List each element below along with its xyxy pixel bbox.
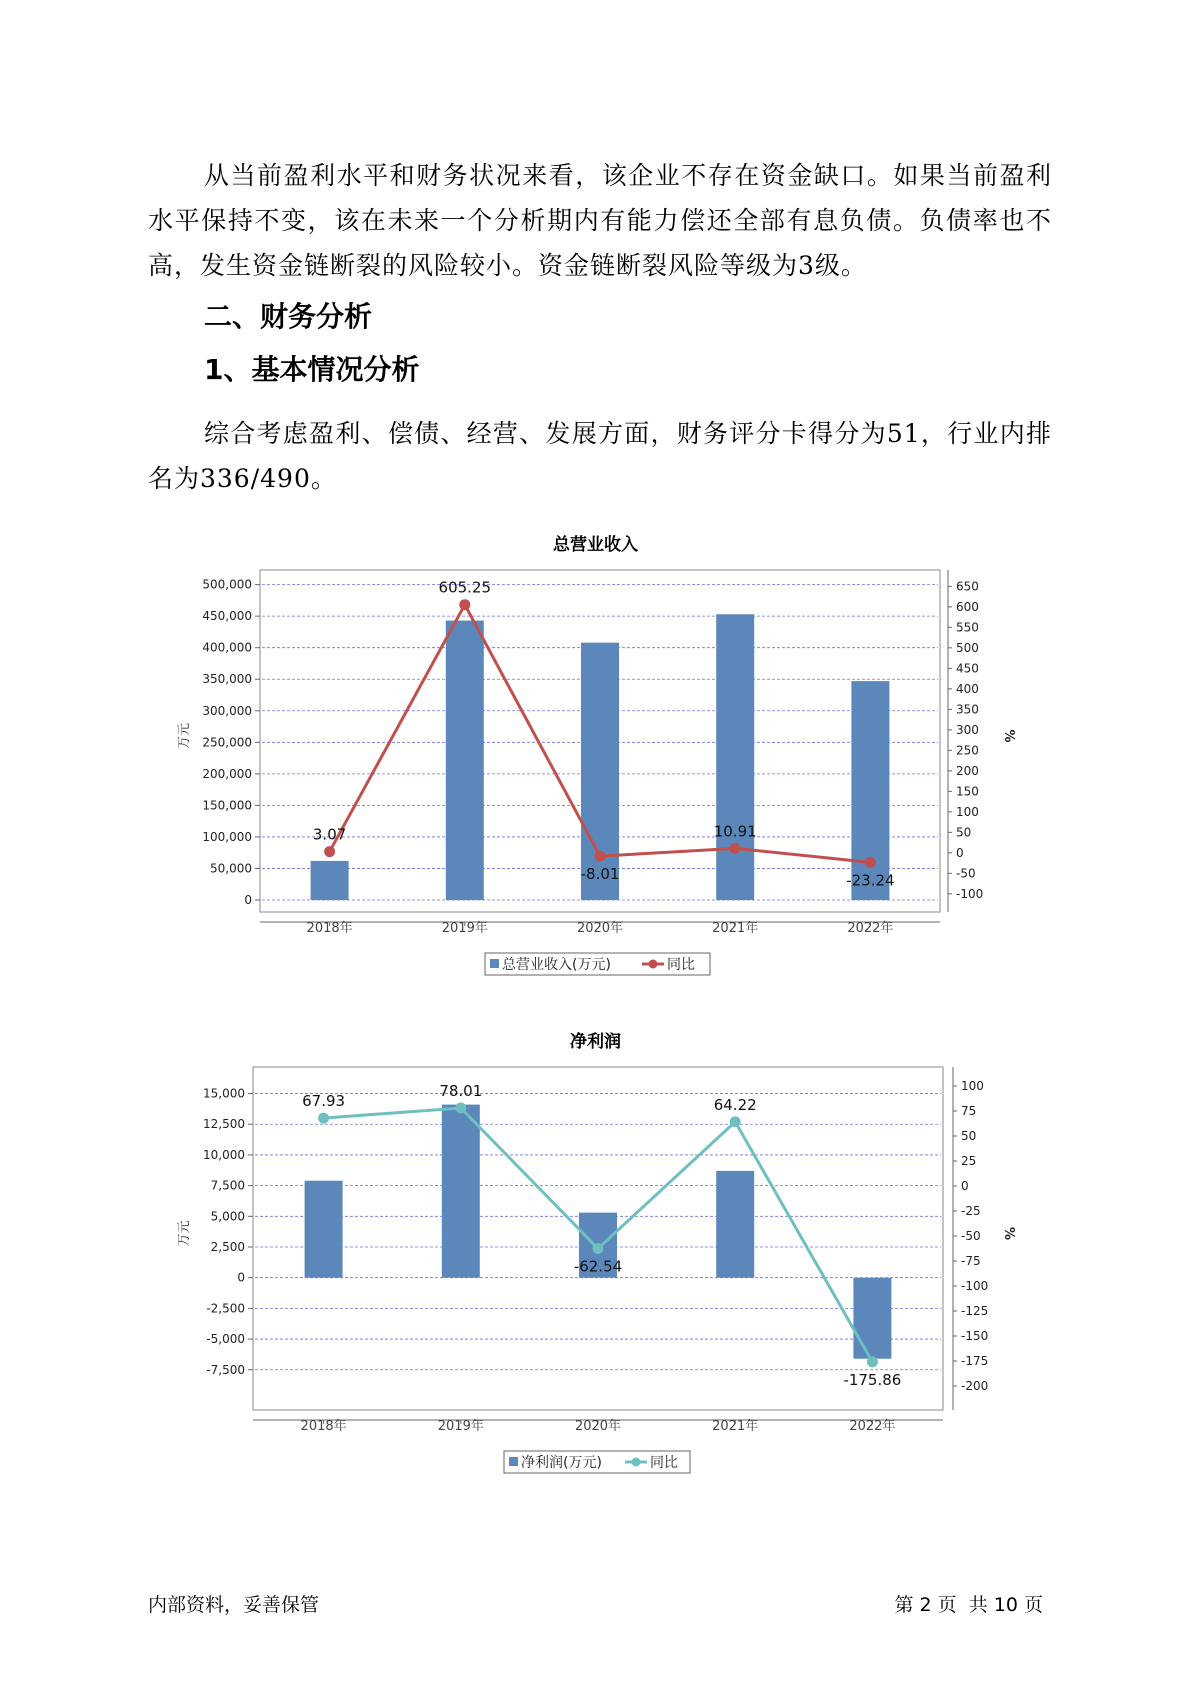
y2-tick-label: 250: [956, 743, 979, 758]
yoy-data-label: 64.22: [713, 1095, 757, 1114]
yoy-data-label: -23.24: [846, 871, 895, 890]
y2-tick-label: 350: [956, 702, 979, 717]
yoy-point-2020年: [593, 1243, 604, 1254]
paragraph-funding-gap: [148, 153, 1052, 288]
section-heading: 二、财务分析: [204, 300, 373, 333]
y-tick-label: -7,500: [206, 1362, 245, 1377]
bar-2018年: [305, 1181, 343, 1278]
legend-bar-label: 净利润(万元): [521, 1455, 602, 1471]
x-tick-label: 2019年: [441, 921, 488, 936]
yoy-point-2021年: [730, 1116, 741, 1127]
yoy-point-2018年: [324, 846, 335, 857]
y2-tick-label: 0: [956, 845, 964, 860]
x-tick-label: 2018年: [300, 1419, 347, 1434]
yoy-point-2018年: [318, 1113, 329, 1124]
y2-tick-label: 25: [961, 1154, 977, 1168]
y2-tick-label: 50: [956, 825, 972, 840]
paragraph-text: 从当前盈利水平和财务状况来看，该企业不存在资金缺口。如果当前盈利水平保持不变，该在未来一个分析期内有能力偿还全部有息负债。负债率也不高，发生资金链断裂的风险较小。资金链断裂风险等级为3级。: [148, 161, 1052, 280]
bar-2018年: [311, 861, 349, 900]
y-tick-label: 350,000: [202, 672, 252, 687]
x-tick-label: 2022年: [849, 1419, 896, 1434]
y2-tick-label: 50: [961, 1129, 977, 1143]
y2-tick-label: 0: [961, 1179, 969, 1193]
y-tick-label: -2,500: [206, 1301, 245, 1316]
yoy-data-label: 78.01: [439, 1081, 483, 1100]
y2-tick-label: 500: [956, 640, 979, 655]
y-tick-label: 0: [244, 893, 252, 907]
yoy-point-2019年: [455, 1102, 466, 1113]
bar-2021年: [716, 1171, 754, 1278]
y-tick-label: 400,000: [202, 640, 252, 655]
paragraph-text: 综合考虑盈利、偿债、经营、发展方面，财务评分卡得分为51，行业内排名为336/490。: [148, 419, 1052, 493]
y-tick-label: 250,000: [202, 735, 252, 750]
y2-tick-label: 200: [956, 763, 979, 778]
yoy-point-2022年: [867, 1356, 878, 1367]
y-tick-label: 7,500: [210, 1178, 245, 1193]
x-tick-label: 2018年: [306, 921, 353, 936]
yoy-data-label: 67.93: [302, 1092, 346, 1111]
y2-tick-label: 650: [956, 579, 979, 594]
yoy-data-label: -175.86: [843, 1370, 902, 1389]
y2-tick-label: 400: [956, 681, 979, 696]
y-tick-label: 15,000: [203, 1086, 245, 1101]
y-tick-label: 500,000: [202, 577, 252, 592]
y2-tick-label: -50: [956, 866, 976, 881]
yoy-point-2021年: [730, 843, 741, 854]
y2-tick-label: -175: [961, 1354, 989, 1368]
y-tick-label: 10,000: [203, 1147, 245, 1162]
y2-tick-label: 150: [956, 784, 979, 799]
legend-line-label: 同比: [650, 1455, 678, 1471]
bar-2022年: [853, 1278, 891, 1359]
revenue-chart: [0, 560, 1191, 980]
y2-tick-label: -100: [961, 1279, 989, 1293]
y2-tick-label: -125: [961, 1304, 989, 1318]
y-tick-label: 5,000: [210, 1209, 245, 1224]
y-tick-label: 50,000: [210, 861, 252, 876]
yoy-point-2022年: [865, 857, 876, 868]
y2-tick-label: -25: [961, 1204, 981, 1218]
chart-title-revenue: 总营业收入: [553, 535, 638, 555]
y2-axis-title: %: [1001, 729, 1016, 743]
bar-2019年: [446, 621, 484, 900]
y2-axis-title: %: [1001, 1226, 1016, 1241]
legend-line-label: 同比: [667, 957, 695, 973]
chart-title-net-profit: 净利润: [570, 1032, 621, 1052]
legend-line-marker: [632, 1458, 641, 1467]
subsection-heading: 1、基本情况分析: [204, 353, 420, 386]
y-tick-label: 150,000: [202, 798, 252, 813]
yoy-data-label: -62.54: [573, 1257, 623, 1276]
x-tick-label: 2020年: [574, 1419, 622, 1434]
y2-tick-label: -50: [961, 1229, 981, 1243]
y2-tick-label: 100: [956, 804, 979, 819]
yoy-point-2020年: [595, 851, 606, 862]
y-tick-label: 2,500: [210, 1240, 245, 1255]
y-tick-label: 450,000: [202, 609, 252, 624]
y2-tick-label: -100: [956, 886, 984, 901]
footer-confidential-note: 内部资料，妥善保管: [148, 1594, 320, 1616]
net-profit-chart: [0, 1057, 1191, 1477]
y2-tick-label: 75: [961, 1104, 977, 1118]
yoy-data-label: 605.25: [438, 578, 492, 597]
yoy-data-label: 3.07: [312, 825, 347, 844]
yoy-point-2019年: [459, 599, 470, 610]
x-tick-label: 2019年: [437, 1419, 484, 1434]
x-tick-label: 2020年: [576, 921, 624, 936]
y-axis-title: 万元: [177, 722, 192, 750]
legend-line-marker: [649, 960, 658, 969]
bar-2021年: [716, 614, 754, 900]
y2-tick-label: 550: [956, 620, 979, 635]
paragraph-scorecard: [148, 411, 1052, 501]
y-tick-label: 200,000: [202, 766, 252, 781]
y2-tick-label: 100: [961, 1079, 984, 1093]
legend-bar-swatch: [490, 959, 499, 968]
legend-bar-label: 总营业收入(万元): [502, 957, 611, 973]
y2-tick-label: 600: [956, 599, 979, 614]
x-tick-label: 2021年: [712, 921, 759, 936]
y-tick-label: 0: [237, 1270, 245, 1285]
y2-tick-label: 300: [956, 722, 979, 737]
footer-page-number: 第 2 页 共 10 页: [894, 1594, 1043, 1616]
yoy-data-label: 10.91: [713, 822, 757, 841]
y-tick-label: 12,500: [203, 1117, 245, 1132]
legend-bar-swatch: [509, 1457, 518, 1466]
y2-tick-label: -75: [961, 1254, 981, 1268]
yoy-data-label: -8.01: [580, 865, 620, 884]
y2-tick-label: -200: [961, 1379, 989, 1393]
y-axis-title: 万元: [177, 1220, 192, 1247]
bar-2019年: [442, 1105, 480, 1278]
y-tick-label: -5,000: [206, 1332, 245, 1347]
x-tick-label: 2021年: [712, 1419, 759, 1434]
y-tick-label: 300,000: [202, 703, 252, 718]
y2-tick-label: 450: [956, 661, 979, 676]
y2-tick-label: -150: [961, 1329, 989, 1343]
x-tick-label: 2022年: [847, 921, 894, 936]
y-tick-label: 100,000: [202, 829, 252, 844]
